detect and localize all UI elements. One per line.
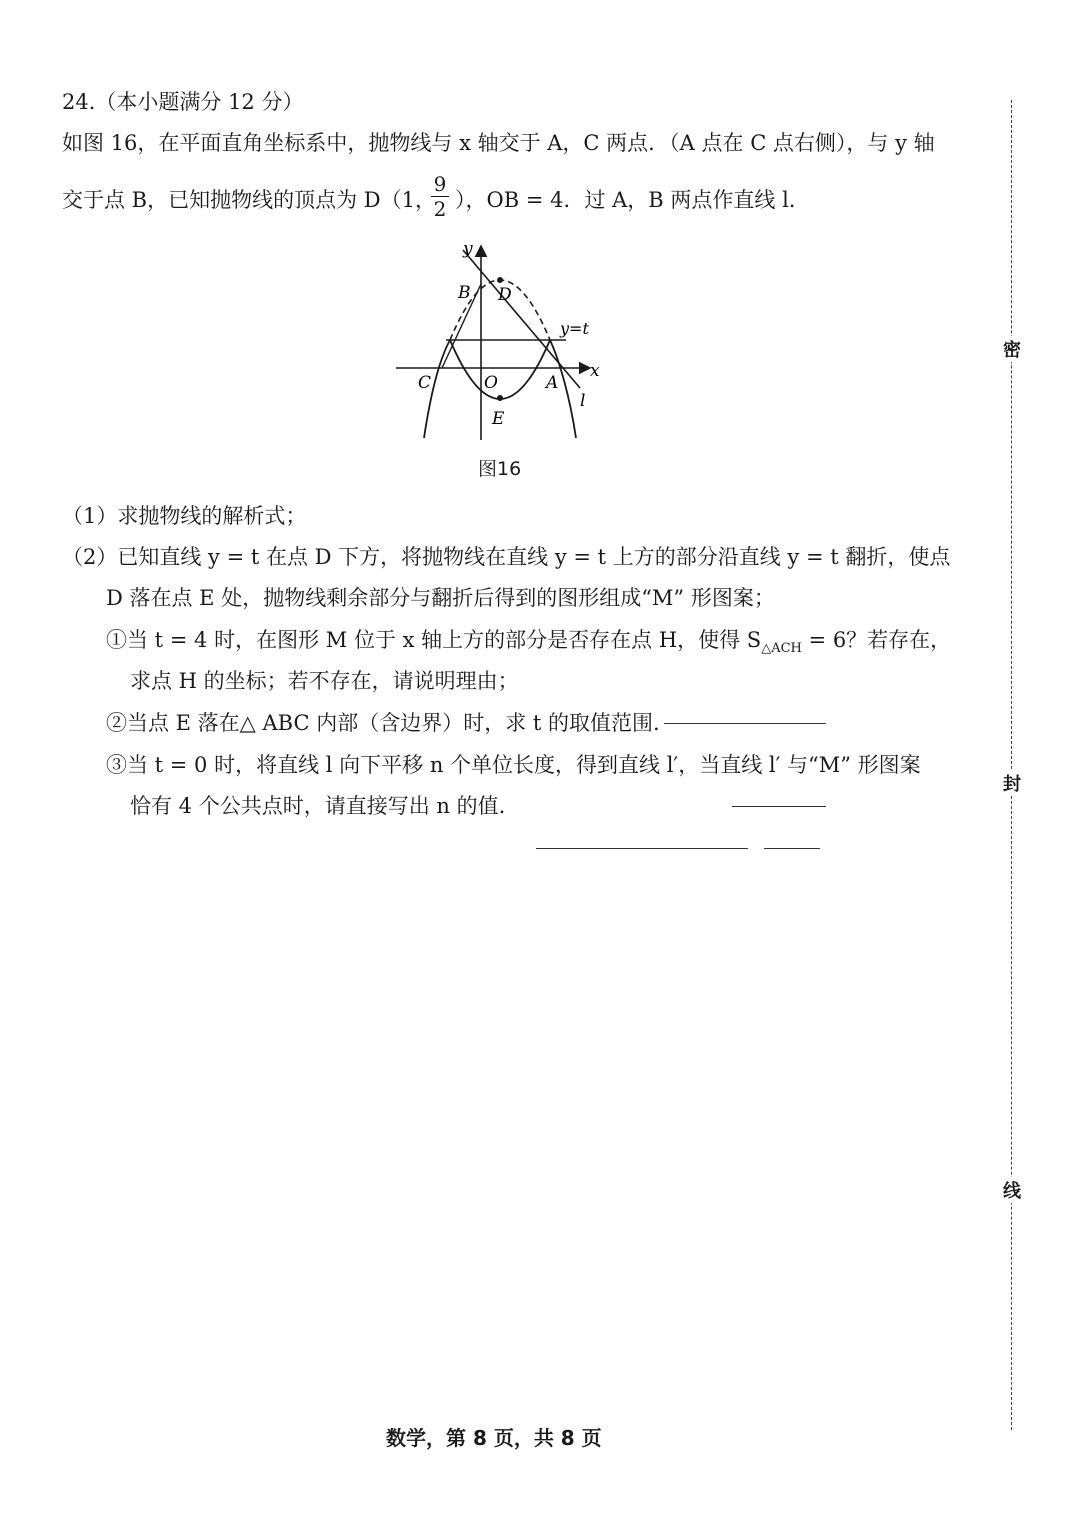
folded-arc xyxy=(450,340,550,399)
label-O: O xyxy=(484,373,498,393)
seal-dashed-line xyxy=(1011,100,1012,1430)
vertex-fraction xyxy=(428,173,452,220)
subquestion-1-line-1 xyxy=(106,626,951,663)
label-l: l xyxy=(580,391,586,411)
answer-blank-3c xyxy=(764,848,820,849)
answer-blank-3a xyxy=(732,806,826,807)
page-footer: 数学，第 8 页，共 8 页 xyxy=(386,1426,602,1450)
subquestion-2: ②当点 E 落在△ ABC 内部（含边界）时，求 t 的取值范围. xyxy=(106,711,660,735)
subquestion-3-line-1: ③当 t = 0 时，将直线 l 向下平移 n 个单位长度，得到直线 l′，当直线 l′ 与“M” 形图案 xyxy=(106,753,921,777)
answer-blank-2 xyxy=(664,723,826,724)
subquestion-1-line-2: 求点 H 的坐标；若不存在，请说明理由； xyxy=(130,669,519,693)
question-1: （1）求抛物线的解析式； xyxy=(62,504,307,528)
answer-blank-3b xyxy=(536,848,748,849)
seal-mark-3: 线 xyxy=(1000,1177,1024,1203)
question-2-line-1: （2）已知直线 y = t 在点 D 下方，将抛物线在直线 y = t 上方的部分沿直线 y = t 翻折，使点 xyxy=(62,545,951,569)
label-B: B xyxy=(458,283,471,303)
seal-mark-2: 封 xyxy=(1000,770,1024,796)
seal-mark-1: 密 xyxy=(1000,336,1024,362)
problem-line-1: 如图 16，在平面直角坐标系中，抛物线与 x 轴交于 A，C 两点．（A 点在 C 点右侧），与 y 轴 xyxy=(62,131,935,155)
subquestion-1-text: ①当 t = 4 时，在图形 M 位于 x 轴上方的部分是否存在点 H，使得 S xyxy=(106,628,762,652)
label-line-t: y=t xyxy=(560,319,589,338)
figure-16 xyxy=(390,238,610,450)
fraction-numerator: 9 xyxy=(433,172,447,196)
problem-line-2-start: 交于点 B，已知抛物线的顶点为 D（1， xyxy=(62,188,436,212)
label-x: x xyxy=(590,361,600,381)
figure-caption: 图16 xyxy=(478,458,522,480)
problem-header: 24.（本小题满分 12 分） xyxy=(62,90,304,114)
area-subscript: △ACH xyxy=(761,641,802,657)
label-E: E xyxy=(492,409,505,429)
point-D xyxy=(497,277,503,283)
label-y: y xyxy=(463,239,473,259)
label-A: A xyxy=(546,373,559,393)
label-C: C xyxy=(418,373,432,393)
problem-line-2-end: ），OB = 4．过 A，B 两点作直线 l. xyxy=(455,188,796,212)
point-E xyxy=(497,395,503,401)
question-2-line-2: D 落在点 E 处，抛物线剩余部分与翻折后得到的图形组成“M” 形图案； xyxy=(106,586,775,610)
label-D: D xyxy=(498,285,512,305)
subquestion-3-line-2: 恰有 4 个公共点时，请直接写出 n 的值. xyxy=(130,794,506,818)
fraction-denominator: 2 xyxy=(433,197,447,221)
subquestion-1-end: = 6？若存在， xyxy=(801,628,952,652)
